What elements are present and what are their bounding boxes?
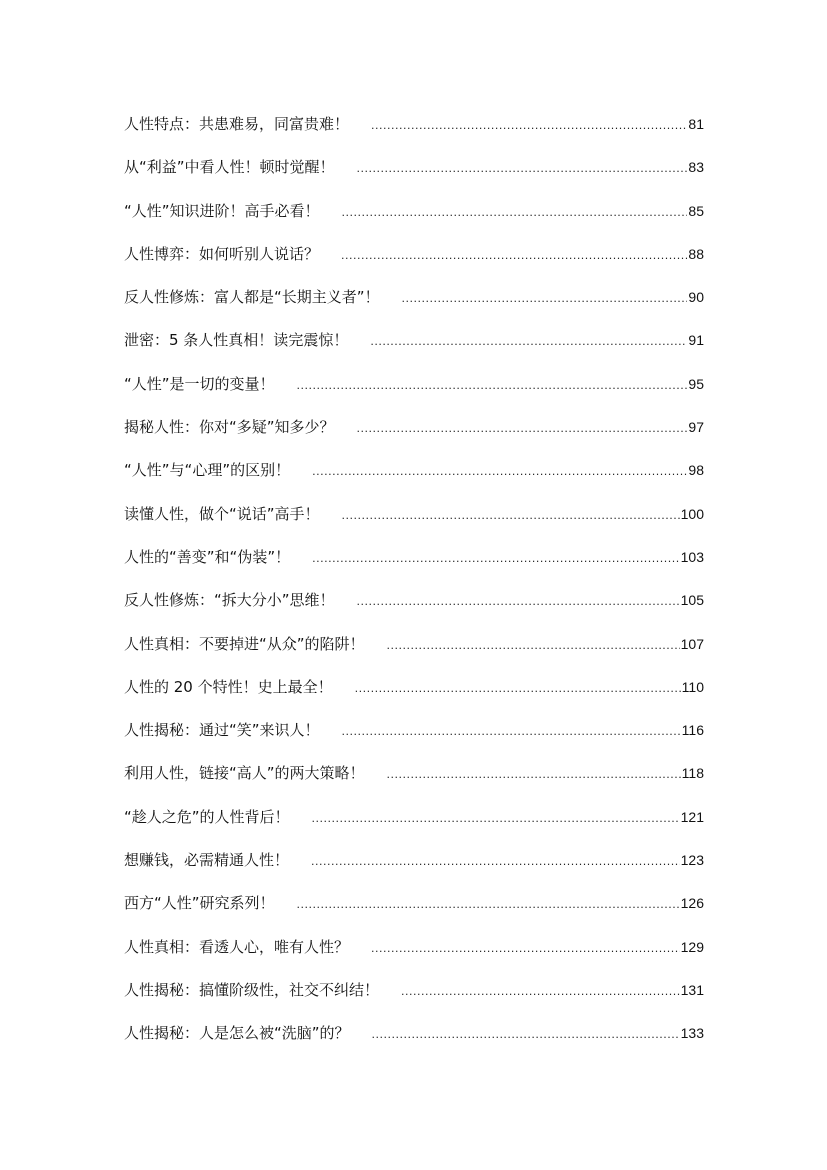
toc-entry-title: “人性”与“心理”的区别！ bbox=[124, 461, 291, 480]
toc-entry-title: “人性”知识进阶！高手必看！ bbox=[124, 201, 320, 220]
toc-entry-page-number: 105 bbox=[680, 592, 704, 609]
toc-dot-leader bbox=[312, 548, 680, 570]
toc-dot-leader bbox=[355, 678, 681, 700]
toc-dot-leader bbox=[370, 331, 687, 353]
toc-dot-leader bbox=[341, 245, 687, 267]
toc-dot-leader bbox=[342, 721, 681, 743]
toc-entry[interactable] bbox=[124, 633, 704, 676]
toc-entry[interactable] bbox=[124, 589, 704, 632]
toc-dot-leader bbox=[357, 418, 688, 440]
toc-entry-page-number: 100 bbox=[680, 505, 704, 522]
toc-entry-page-number: 88 bbox=[688, 245, 704, 262]
toc-dot-leader bbox=[342, 505, 680, 527]
toc-entry[interactable] bbox=[124, 676, 704, 719]
toc-dot-leader bbox=[312, 461, 687, 483]
toc-entry[interactable] bbox=[124, 719, 704, 762]
toc-entry-page-number: 129 bbox=[680, 938, 704, 955]
toc-entry[interactable] bbox=[124, 286, 704, 329]
toc-entry[interactable] bbox=[124, 156, 704, 199]
toc-entry-title: 人性博弈：如何听别人说话？ bbox=[124, 244, 320, 263]
toc-entry-title: 人性真相：看透人心，唯有人性？ bbox=[124, 937, 350, 956]
toc-entry[interactable] bbox=[124, 806, 704, 849]
toc-entry-page-number: 95 bbox=[688, 375, 704, 392]
toc-entry-title: 西方“人性”研究系列！ bbox=[124, 894, 275, 913]
toc-dot-leader bbox=[357, 591, 680, 613]
toc-dot-leader bbox=[312, 808, 680, 830]
toc-dot-leader bbox=[387, 635, 680, 657]
toc-entry[interactable] bbox=[124, 200, 704, 243]
toc-entry-title: 人性揭秘：搞懂阶级性，社交不纠结！ bbox=[124, 980, 380, 999]
toc-entry[interactable] bbox=[124, 503, 704, 546]
toc-entry[interactable] bbox=[124, 416, 704, 459]
table-of-contents bbox=[124, 113, 704, 1066]
toc-dot-leader bbox=[342, 202, 688, 224]
toc-dot-leader bbox=[297, 894, 680, 916]
toc-entry[interactable] bbox=[124, 979, 704, 1022]
toc-entry-title: 人性真相：不要掉进“从众”的陷阱！ bbox=[124, 634, 365, 653]
toc-entry-page-number: 91 bbox=[688, 332, 704, 349]
toc-entry[interactable] bbox=[124, 243, 704, 286]
toc-dot-leader bbox=[402, 288, 688, 310]
toc-entry-page-number: 103 bbox=[680, 548, 704, 565]
toc-entry-title: 人性特点：共患难易，同富贵难！ bbox=[124, 115, 350, 133]
toc-entry-page-number: 126 bbox=[680, 895, 704, 912]
toc-entry-title: 人性的“善变”和“伪装”！ bbox=[124, 547, 291, 566]
toc-entry-page-number: 107 bbox=[680, 635, 704, 652]
toc-entry-page-number: 85 bbox=[688, 202, 704, 219]
toc-entry[interactable] bbox=[124, 373, 704, 416]
toc-entry[interactable] bbox=[124, 1022, 704, 1065]
toc-dot-leader bbox=[372, 1024, 680, 1046]
toc-entry[interactable] bbox=[124, 546, 704, 589]
toc-dot-leader bbox=[311, 851, 680, 873]
toc-entry-title: 读懂人性，做个“说话”高手！ bbox=[124, 504, 320, 523]
toc-dot-leader bbox=[371, 115, 687, 137]
toc-dot-leader bbox=[297, 375, 688, 397]
toc-entry-title: 揭秘人性：你对“多疑”知多少？ bbox=[124, 418, 335, 437]
toc-entry-title: 反人性修炼：“拆大分小”思维！ bbox=[124, 591, 335, 610]
toc-entry-title: 人性揭秘：通过“笑”来识人！ bbox=[124, 721, 320, 740]
toc-entry[interactable] bbox=[124, 936, 704, 979]
toc-entry-title: “人性”是一切的变量！ bbox=[124, 374, 275, 393]
toc-dot-leader bbox=[401, 981, 680, 1003]
toc-entry-page-number: 97 bbox=[688, 419, 704, 436]
toc-entry[interactable] bbox=[124, 762, 704, 805]
toc-entry-page-number: 83 bbox=[688, 159, 704, 176]
toc-entry-page-number: 118 bbox=[681, 765, 704, 782]
toc-entry-page-number: 110 bbox=[681, 678, 704, 695]
toc-entry-page-number: 116 bbox=[681, 722, 704, 739]
toc-entry-page-number: 133 bbox=[680, 1025, 704, 1042]
toc-entry-page-number: 90 bbox=[688, 289, 704, 306]
toc-entry-page-number: 123 bbox=[680, 852, 704, 869]
toc-entry-page-number: 98 bbox=[688, 462, 704, 479]
toc-dot-leader bbox=[387, 764, 681, 786]
toc-entry-page-number: 121 bbox=[680, 808, 704, 825]
toc-dot-leader bbox=[357, 158, 688, 180]
toc-entry[interactable] bbox=[124, 329, 704, 372]
toc-entry-title: 想赚钱，必需精通人性！ bbox=[124, 851, 290, 870]
toc-entry-page-number: 81 bbox=[688, 116, 704, 132]
toc-entry-title: “趁人之危”的人性背后！ bbox=[124, 807, 290, 826]
toc-entry-title: 利用人性，链接“高人”的两大策略！ bbox=[124, 764, 365, 783]
toc-entry[interactable] bbox=[124, 113, 704, 156]
toc-entry-page-number: 131 bbox=[680, 981, 704, 998]
toc-entry-title: 从“利益”中看人性！顿时觉醒！ bbox=[124, 158, 335, 177]
toc-entry-title: 人性的 20 个特性！史上最全！ bbox=[124, 677, 333, 696]
toc-entry[interactable] bbox=[124, 459, 704, 502]
toc-dot-leader bbox=[371, 938, 680, 960]
toc-entry[interactable] bbox=[124, 849, 704, 892]
toc-entry-title: 人性揭秘：人是怎么被“洗脑”的？ bbox=[124, 1024, 350, 1043]
toc-entry-title: 泄密：5 条人性真相！读完震惊！ bbox=[124, 331, 349, 350]
toc-entry[interactable] bbox=[124, 892, 704, 935]
toc-entry-title: 反人性修炼：富人都是“长期主义者”！ bbox=[124, 288, 380, 307]
